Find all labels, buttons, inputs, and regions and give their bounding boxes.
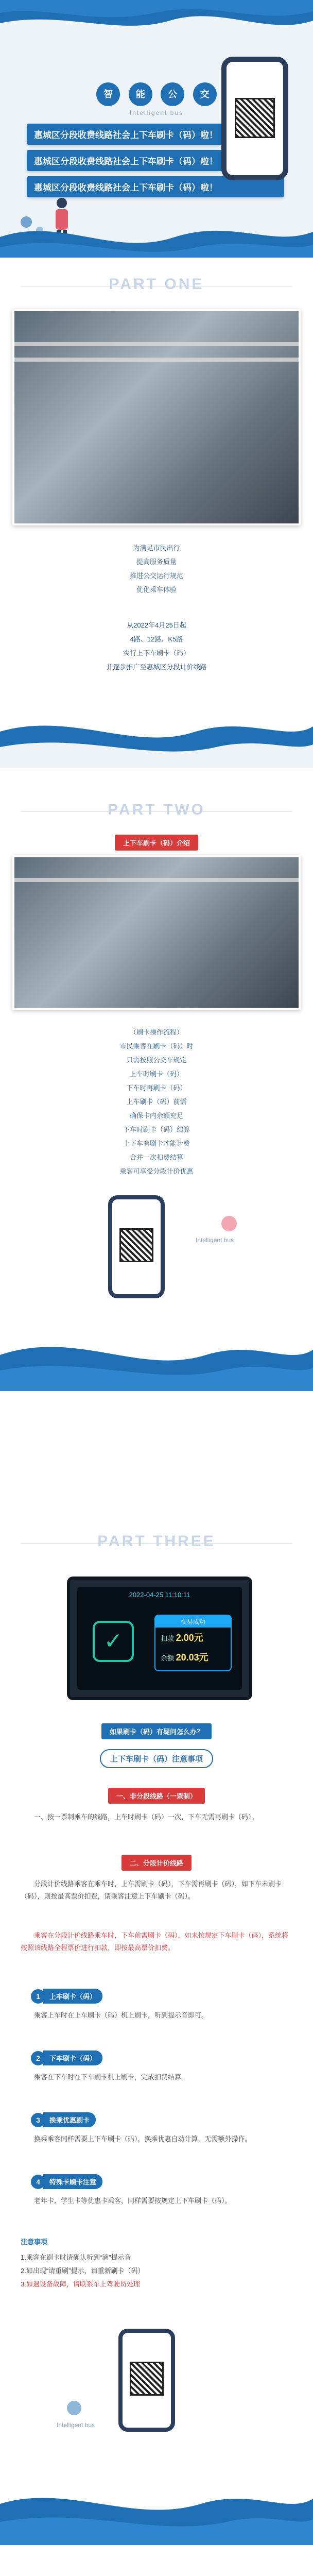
wave-divider (0, 690, 313, 768)
caption-line: 为满足市民出行 (133, 544, 180, 552)
section-a-label (0, 1788, 313, 1804)
brand-chip: 智 (96, 82, 120, 106)
caption-line: 推进公交运行规范 (129, 572, 183, 580)
caption-line: （刷卡操作流程） (129, 1028, 183, 1036)
decor-dot (221, 1216, 237, 1231)
headline-line: 惠城区分段收费线路社会上下车刷卡（码）啦！ (27, 176, 284, 197)
bus-interior-photo (12, 309, 301, 526)
heading-chip: 上下车刷卡（码）注意事项 (100, 1749, 213, 1768)
extra-line: 3.如遇设备故障，请联系车上驾驶员处理 (21, 2280, 140, 2288)
qr-code-icon (119, 1228, 153, 1262)
step-3: 3 换乘优惠刷卡 (31, 2112, 282, 2127)
check-icon: ✓ (93, 1621, 134, 1662)
step-3-body: 换乘乘客同样需要上下车刷卡（码），换乘优惠自动计算，无需额外操作。 (34, 2135, 252, 2143)
brand-subtitle: Intelligent bus (129, 109, 184, 116)
section-b-warning: 乘客在分段计价线路乘车时，下车前需刷卡（码），如未按规定下车刷卡（码），系统将按照该线路全程票价进行扣款，即按最高票价扣费。 (21, 1931, 289, 1952)
caption-line: 上下车有刷卡才能计费 (123, 1140, 190, 1147)
caption-line: 合并一次扣费结算 (129, 1154, 183, 1161)
section-b-label (0, 1855, 313, 1871)
caption-line: 确保卡内余额充足 (129, 1112, 183, 1120)
phone-illustration (118, 2329, 175, 2432)
caption-line: 下车时刷卡（码）结算 (123, 1126, 190, 1133)
part-two-title: PART TWO (108, 801, 205, 818)
decor-dot (67, 2401, 81, 2415)
label-chip: 一、非分段线路（一票制） (108, 1788, 205, 1804)
caption-line: 上车刷卡（码）前需 (126, 1098, 187, 1106)
part-one-notice (0, 618, 313, 674)
brand-subtitle: Intelligent bus (196, 1236, 234, 1244)
extra-title: 注意事项 (21, 2238, 48, 2246)
step-1: 1 上车刷卡（码） (31, 1989, 282, 2004)
phone-illustration (221, 57, 288, 180)
caption-line: 下车时再刷卡（码） (126, 1084, 187, 1092)
step-2-body: 乘客在下车时在下车刷卡机上刷卡，完成扣费结算。 (34, 2073, 188, 2081)
notice-line: 并逐步推广至惠城区分段计价线路 (106, 663, 207, 671)
balance-value: 20.03元 (176, 1652, 208, 1663)
caption-line: 上车时刷卡（码） (129, 1070, 183, 1078)
bottom-wave-decoration (0, 211, 313, 258)
caption-line: 乘客可享受分段计价优惠 (119, 1167, 194, 1175)
transaction-panel (154, 1615, 232, 1671)
wave-divider (0, 1319, 313, 1391)
extra-line: 1.乘客在刷卡时请确认听到“滴”提示音 (21, 2253, 131, 2261)
section-b-para: 分段计价线路乘客在乘车时，上车需刷卡（码），下车需再刷卡（码），如下车未刷卡（码），则按最高票价扣费，请乘客注意上下车刷卡（码）。 (21, 1880, 282, 1900)
brand-subtitle: Intelligent bus (57, 2421, 95, 2429)
transaction-status: 交易成功 (155, 1616, 231, 1628)
label-chip: 如果刷卡（码）有疑问怎么办？ (101, 1723, 212, 1739)
step-1-body: 乘客上车时在上车刷卡（码）机上刷卡，听到提示音即可。 (34, 2011, 208, 2019)
headline-line: 惠城区分段收费线路社会上下车刷卡（码）啦！ (27, 124, 284, 145)
question-label (0, 1723, 313, 1739)
notice-line: 实行上下车刷卡（码） (123, 649, 190, 657)
caption-line: 市民乘客在刷卡（码）时 (119, 1042, 194, 1050)
phone-illustration (108, 1195, 165, 1298)
qr-code-icon (235, 98, 275, 138)
caption-line: 提高服务质量 (136, 558, 177, 566)
section-a-text: 一、按一票制乘车的线路，上车时刷卡（码）一次，下车无需再刷卡（码）。 (34, 1813, 258, 1821)
part-one-title: PART ONE (109, 276, 204, 293)
step-2: 2 下车刷卡（码） (31, 2050, 282, 2065)
extra-line: 2.如出现“请重刷”提示，请重新刷卡（码） (21, 2267, 145, 2275)
notes-heading (0, 1749, 313, 1768)
charge-value: 2.00元 (176, 1633, 203, 1643)
label-chip: 上下车刷卡（码）介绍 (115, 835, 198, 851)
part-three-title: PART THREE (97, 1533, 216, 1550)
card-reader-photo (12, 855, 301, 1010)
part-two-label (0, 835, 313, 851)
brand-chip: 交 (193, 82, 217, 106)
terminal-time: 2022-04-25 11:10:11 (129, 1591, 190, 1599)
brand-chip: 能 (129, 82, 152, 106)
top-wave-decoration (0, 0, 313, 36)
charge-row: 扣款 2.00元 (161, 1633, 203, 1643)
label-chip: 二、分段计价线路 (121, 1855, 192, 1871)
hero-banner (0, 0, 313, 258)
card-terminal-screen (67, 1577, 252, 1700)
notice-line: 4路、12路、K5路 (130, 635, 183, 643)
caption-line: 优化乘车体验 (136, 586, 177, 594)
notice-line: 从2022年4月25日起 (127, 621, 186, 629)
brand-chip: 公 (161, 82, 184, 106)
part-two-captions (0, 1025, 313, 1178)
caption-line: 只需按照公交车规定 (126, 1056, 187, 1064)
balance-row: 余额 20.03元 (161, 1652, 208, 1663)
part-one-captions (0, 541, 313, 597)
qr-code-icon (130, 2362, 164, 2396)
headline-line: 惠城区分段收费线路社会上下车刷卡（码）啦！ (27, 150, 284, 171)
step-4-body: 老年卡、学生卡等优惠卡乘客，同样需要按规定上下车刷卡（码）。 (34, 2197, 232, 2205)
step-4: 4 特殊卡刷卡注意 (31, 2174, 282, 2189)
wave-divider (0, 2463, 313, 2545)
